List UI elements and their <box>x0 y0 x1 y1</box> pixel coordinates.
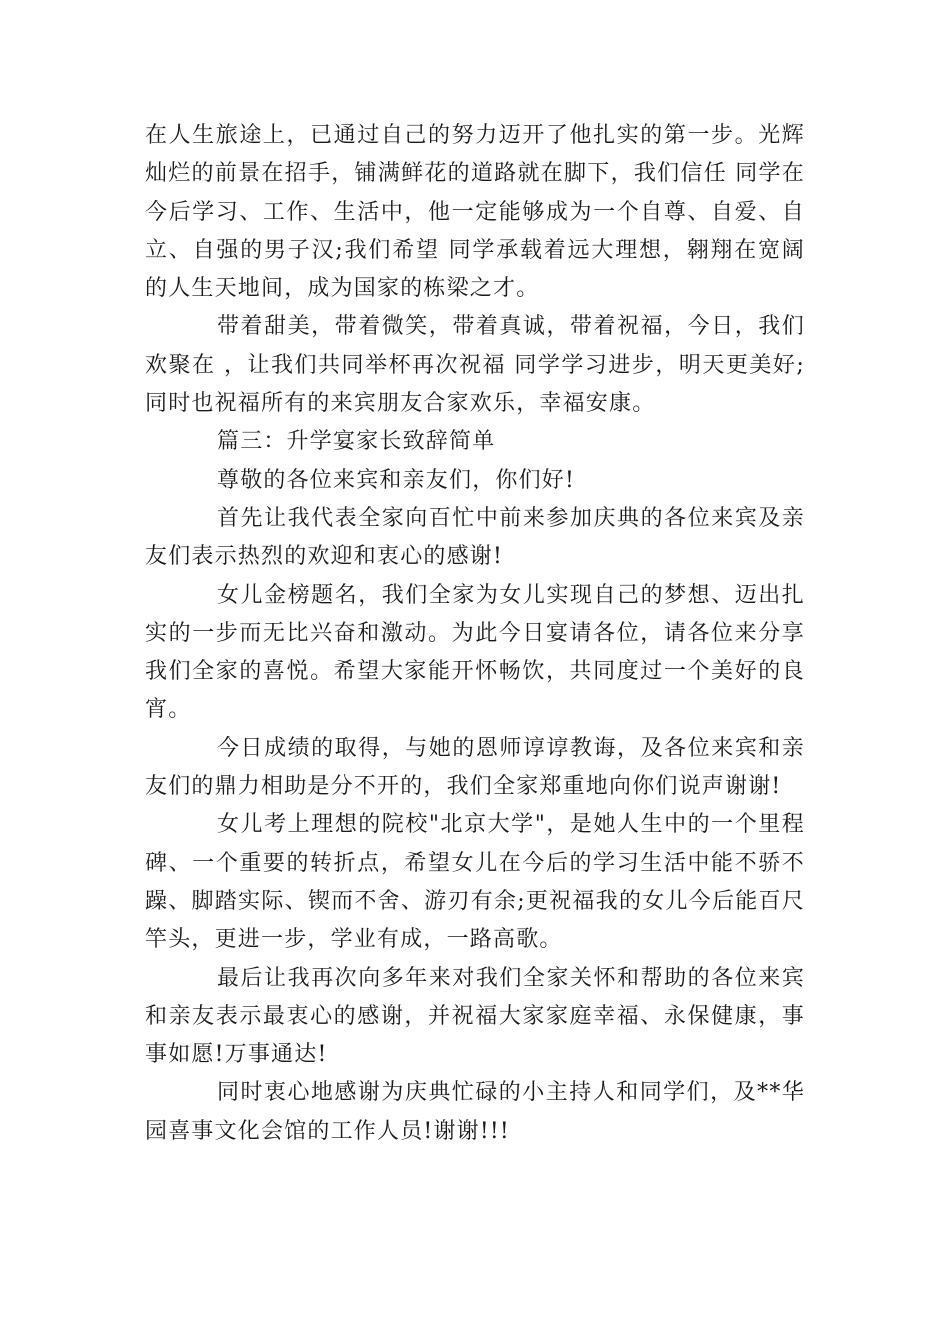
paragraph-final-thanks: 最后让我再次向多年来对我们全家关怀和帮助的各位来宾和亲友表示最衷心的感谢，并祝福大家家庭幸福、永保健康，事事如愿!万事通达! <box>145 965 805 1068</box>
paragraph-welcome: 首先让我代表全家向百忙中前来参加庆典的各位来宾及亲友们表示热烈的欢迎和衷心的感谢! <box>145 505 805 570</box>
paragraph-staff-thanks: 同时衷心地感谢为庆典忙碌的小主持人和同学们，及**华园喜事文化会馆的工作人员!谢谢!!! <box>145 1080 805 1144</box>
paragraph-continuation: 在人生旅途上，已通过自己的努力迈开了他扎实的第一步。光辉灿烂的前景在招手，铺满鲜花的道路就在脚下，我们信任 同学在今后学习、工作、生活中，他一定能够成为一个自尊、自爱、自立、自强的男子汉;我们希望 同学承载着远大理想，翱翔在宽阔的人生天地间，成为国家的栋梁之才。 <box>145 123 805 302</box>
paragraph-greeting: 尊敬的各位来宾和亲友们，你们好! <box>217 467 576 493</box>
section-heading: 篇三：升学宴家长致辞简单 <box>217 429 496 455</box>
paragraph-celebration: 女儿金榜题名，我们全家为女儿实现自己的梦想、迈出扎实的一步而无比兴奋和激动。为此今日宴请各位，请各位来分享我们全家的喜悦。希望大家能开怀畅饮，共同度过一个美好的良宵。 <box>145 582 805 723</box>
paragraph-university: 女儿考上理想的院校"北京大学"，是她人生中的一个里程碑、一个重要的转折点，希望女儿在今后的学习生活中能不骄不躁、脚踏实际、锲而不舍、游刃有余;更祝福我的女儿今后能百尺竿头，更进一步，学业有成，一路高歌。 <box>145 812 805 953</box>
document-body <box>145 117 805 1151</box>
paragraph-thanks-teachers: 今日成绩的取得，与她的恩师谆谆教诲，及各位来宾和亲友们的鼎力相助是分不开的，我们全家郑重地向你们说声谢谢! <box>145 735 805 800</box>
paragraph-blessing: 带着甜美，带着微笑，带着真诚，带着祝福，今日，我们欢聚在 ，让我们共同举杯再次祝福 同学学习进步，明天更美好;同时也祝福所有的来宾朋友合家欢乐，幸福安康。 <box>145 314 805 417</box>
